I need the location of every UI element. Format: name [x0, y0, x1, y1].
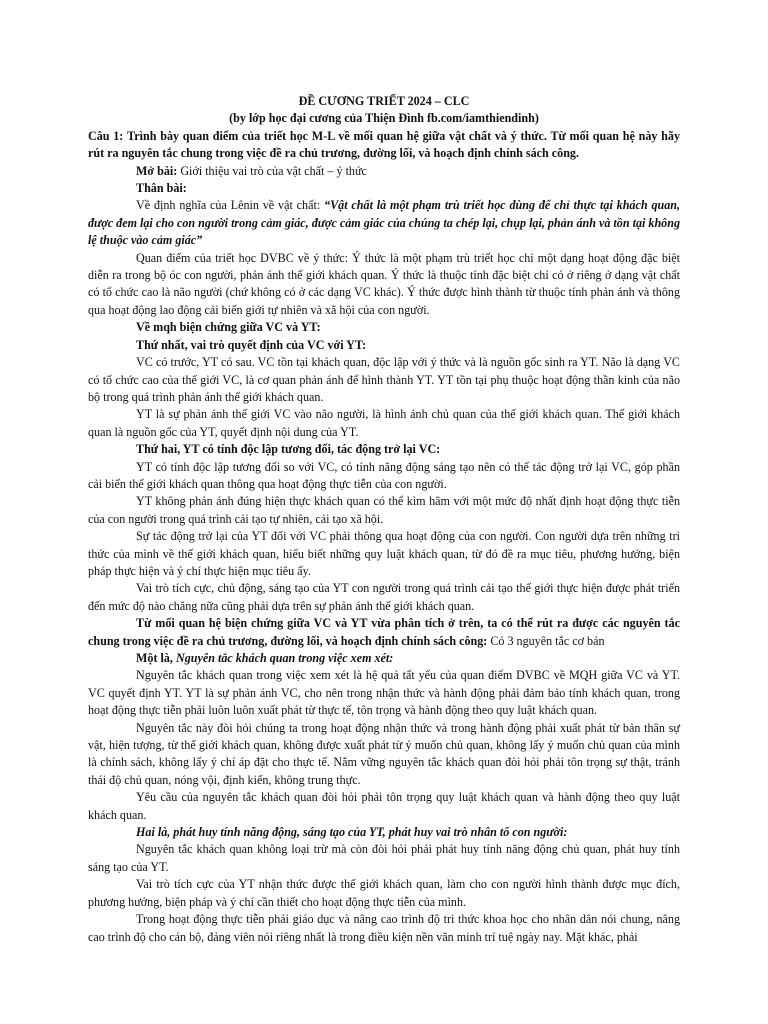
principle-2-heading	[88, 824, 680, 841]
conclusion-paragraph	[88, 615, 680, 650]
principle-2-title: Hai là, phát huy tính năng động, sáng tạo của YT, phát huy vai trò nhân tố con người:	[136, 825, 568, 840]
document-subtitle: (by lớp học đại cương của Thiện Đình fb.com/iamthiendinh)	[229, 111, 539, 126]
conclusion-rest: Có 3 nguyên tắc cơ bản	[487, 633, 605, 648]
intro-line	[88, 163, 680, 180]
paragraph-vc-2: YT là sự phản ánh thế giới VC vào não người, là hình ảnh chủ quan của thế giới khách quan. Thế giới khách quan là nguồn gốc của YT, quyết định nội dung của YT.	[88, 407, 680, 439]
intro-text: Giới thiệu vai trò của vật chất – ý thức	[180, 163, 367, 178]
heading-second	[88, 441, 680, 458]
paragraph-yt-2: YT không phản ánh đúng hiện thực khách quan có thể kìm hãm với một mức độ nhất định hoạt động thực tiễn của con người trong quá trình cải tạo tự nhiên, cải tạo xã hội.	[88, 494, 680, 526]
paragraph-principle-1a: Nguyên tắc khách quan trong việc xem xét là hệ quả tất yếu của quan điểm DVBC về MQH giữa VC và YT. VC quyết định YT. YT là sự phản ánh VC, cho nên trong nhận thức và hành động phải đảm bảo tính khách quan, trong hoạt động thực tiễn phải luôn luôn xuất phát từ thực tế, tôn trọng và hành động theo quy luật khách quan.	[88, 668, 680, 718]
principle-1-title: Nguyên tắc khách quan trong việc xem xét:	[175, 651, 394, 665]
paragraph-principle-2a: Nguyên tắc khách quan không loại trừ mà còn đòi hỏi phải phát huy tính năng động chủ quan, phát huy tính sáng tạo của YT.	[88, 842, 680, 874]
paragraph-principle-2c: Trong hoạt động thực tiễn phải giáo dục và nâng cao trình độ tri thức khoa học cho nhân dân nói chung, nâng cao trình độ cho cán bộ, đảng viên nói riêng nhất là trong điều kiện nền văn minh trí tuệ ngày nay. Mặt khác, phải	[88, 912, 680, 944]
heading-mqh	[88, 319, 680, 336]
paragraph-vc-1: VC có trước, YT có sau. VC tồn tại khách quan, độc lập với ý thức và là nguồn gốc sinh ra YT. Não là dạng VC có tổ chức cao của thế giới VC, là cơ quan phản ánh để hình thành YT. YT tồn tại phụ thuộc hoạt động thần kinh của não bộ trong quá trình phản ánh thế giới khách quan.	[88, 355, 680, 404]
conclusion-bold: Từ mối quan hệ biện chứng giữa VC và YT vừa phân tích ở trên, ta có thể rút ra được các nguyên tắc chung trong việc đề ra chủ trương, đường lối, và hoạch định chính sách công:	[88, 616, 680, 648]
principle-1-heading	[88, 650, 680, 667]
question-label: Câu 1:	[88, 128, 124, 143]
heading-mqh-text: Về mqh biện chứng giữa VC và YT:	[136, 320, 321, 335]
intro-label: Mở bài:	[136, 163, 178, 178]
heading-first	[88, 337, 680, 354]
paragraph-yt-1: YT có tính độc lập tương đối so với VC, có tính năng động sáng tạo nên có thể tác động trở lại VC, góp phần cải biến thế giới khách quan thông qua hoạt động thực tiễn của con người.	[88, 459, 680, 491]
paragraph-principle-1b: Nguyên tắc này đòi hỏi chúng ta trong hoạt động nhận thức và trong hành động phải xuất phát từ bản thân sự vật, hiện tượng, từ thế giới khách quan, không được xuất phát từ ý muốn chủ quan, không lấy ý muốn chủ quan của mình là chính sách, không lấy ý chí áp đặt cho thực tế. Nắm vững nguyên tắc khách quan đòi hỏi phải tôn trọng sự thật, tránh thái độ chủ quan, nóng vội, định kiến, không trung thực.	[88, 720, 680, 787]
body-label: Thân bài:	[136, 181, 187, 196]
lenin-lead: Về định nghĩa của Lênin về vật chất:	[136, 198, 325, 213]
body-heading	[88, 180, 680, 197]
paragraph-principle-1c: Yêu cầu của nguyên tắc khách quan đòi hỏi phải tôn trọng quy luật khách quan và hành động theo quy luật khách quan.	[88, 790, 680, 822]
paragraph-yt-3: Sự tác động trở lại của YT đối với VC phải thông qua hoạt động của con người. Con người dựa trên những tri thức của mình về thế giới khách quan, hiểu biết những quy luật khách quan, từ đó đề ra mục tiêu, phương hướng, biện pháp thực hiện và ý chí thực hiện mục tiêu ấy.	[88, 529, 680, 578]
paragraph-yt-4: Vai trò tích cực, chủ động, sáng tạo của YT con người trong quá trình cải tạo thế giới thực hiện được phát triển đến mức độ nào chăng nữa cũng phải dựa trên sự phản ánh thế giới khách quan.	[88, 581, 680, 613]
question-text: Trình bày quan điểm của triết học M-L về mối quan hệ giữa vật chất và ý thức. Từ mối quan hệ này hãy rút ra nguyên tắc chung trong việc đề ra chủ trương, đường lối, và hoạch định chính sách công.	[88, 128, 680, 161]
question-1	[88, 128, 680, 163]
lenin-definition	[88, 197, 680, 249]
document-title: ĐỀ CƯƠNG TRIẾT 2024 – CLC	[298, 94, 470, 108]
lenin-quote: “Vật chất là một phạm trù triết học dùng để chỉ thực tại khách quan, được đem lại cho con người trong cảm giác, được cảm giác của chúng ta chép lại, chụp lại, phản ánh và tồn tại không lệ thuộc vào cảm giác”	[88, 198, 681, 248]
paragraph-principle-2b: Vai trò tích cực của YT nhận thức được thế giới khách quan, làm cho con người hình thành được mục đích, phương hướng, biện pháp và ý chí cần thiết cho hoạt động thực tiễn của mình.	[88, 877, 680, 909]
principle-1-label: Một là,	[136, 651, 176, 665]
heading-second-text: Thứ hai, YT có tính độc lập tương đối, tác động trở lại VC:	[136, 442, 441, 457]
heading-first-text: Thứ nhất, vai trò quyết định của VC với YT:	[136, 337, 367, 352]
paragraph-dvbc: Quan điểm của triết học DVBC về ý thức: Ý thức là một phạm trù triết học chỉ một dạng hoạt động đặc biệt diễn ra trong bộ óc con người, phản ánh thế giới khách quan. Ý thức là thuộc tính đặc biệt chỉ có ở riêng ở dạng vật chất có tổ chức cao là não người (chứ không có ở các dạng VC khác). Ý thức được hình thành từ thuộc tính phản ánh và thông qua hoạt động lao động cải biến giới tự nhiên và xã hội của con người.	[88, 250, 680, 317]
